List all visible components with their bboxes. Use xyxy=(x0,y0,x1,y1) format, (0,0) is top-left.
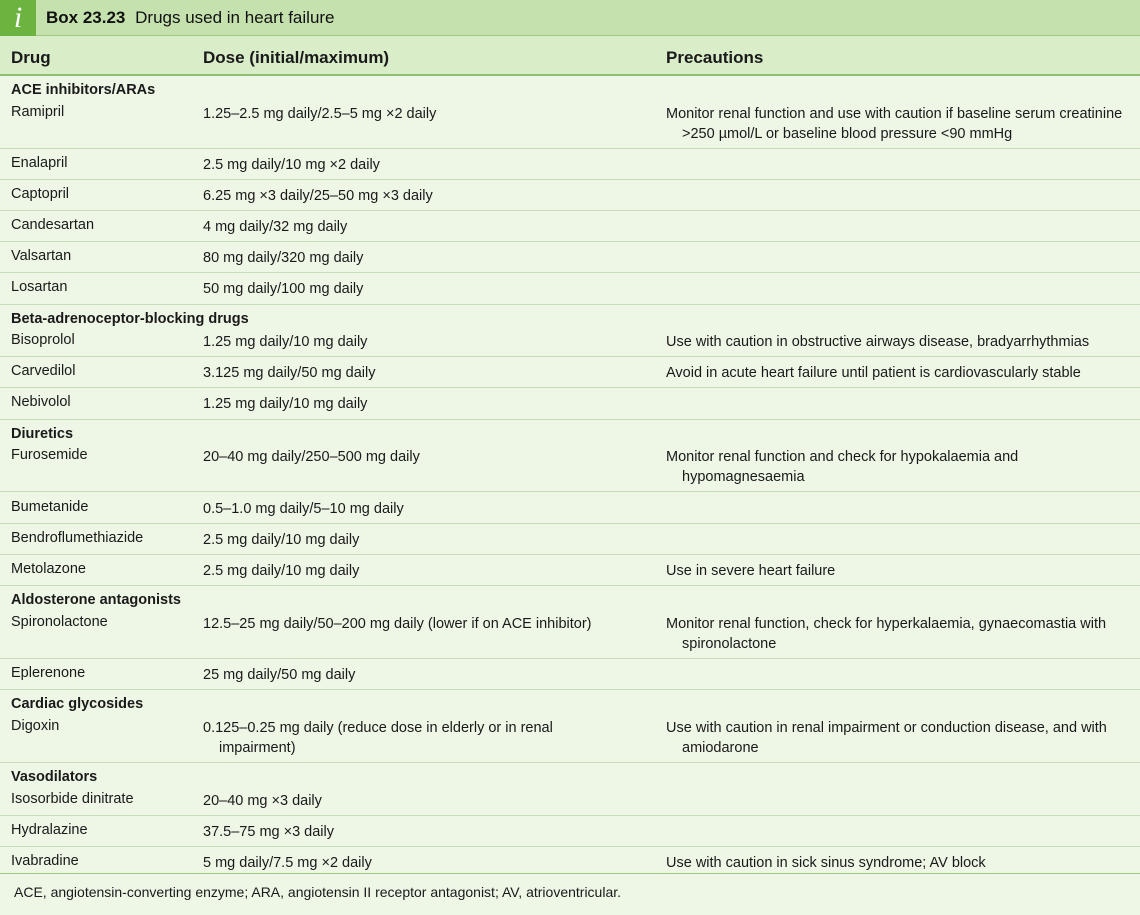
drug-name: Ivabradine xyxy=(11,853,79,869)
drug-precautions: Monitor renal function, check for hyperkalaemia, gynaecomastia with spironolactone xyxy=(666,616,1107,652)
drug-precautions: Avoid in acute heart failure until patient is cardiovascularly stable xyxy=(666,365,1081,381)
drug-name: Isosorbide dinitrate xyxy=(11,791,134,807)
drug-dose: 0.5–1.0 mg daily/5–10 mg daily xyxy=(203,501,404,517)
drug-dose: 80 mg daily/320 mg daily xyxy=(203,250,364,266)
header-drug: Drug xyxy=(11,48,51,67)
drug-dose: 50 mg daily/100 mg daily xyxy=(203,281,364,297)
drug-dose: 12.5–25 mg daily/50–200 mg daily (lower if on ACE inhibitor) xyxy=(203,616,592,632)
box-title xyxy=(46,8,335,28)
drug-dose: 5 mg daily/7.5 mg ×2 daily xyxy=(203,855,372,871)
drug-dose: 0.125–0.25 mg daily (reduce dose in elderly or in renal impairment) xyxy=(203,720,553,756)
header-dose: Dose (initial/maximum) xyxy=(203,48,390,67)
drug-dose: 4 mg daily/32 mg daily xyxy=(203,219,348,235)
drug-dose: 20–40 mg ×3 daily xyxy=(203,793,322,809)
box-title-bar xyxy=(0,0,1140,36)
category-ace: ACE inhibitors/ARAs xyxy=(11,82,156,98)
drug-dose: 1.25–2.5 mg daily/2.5–5 mg ×2 daily xyxy=(203,106,437,122)
drug-name: Spironolactone xyxy=(11,614,108,630)
table-header xyxy=(0,36,1140,76)
drug-dose: 2.5 mg daily/10 mg daily xyxy=(203,532,360,548)
drug-name: Bumetanide xyxy=(11,499,89,515)
box-footnote: ACE, angiotensin-converting enzyme; ARA, angiotensin II receptor antagonist; AV, atrioventricular. xyxy=(14,884,622,900)
box-number: Box 23.23 xyxy=(46,7,126,27)
drug-dose: 6.25 mg ×3 daily/25–50 mg ×3 daily xyxy=(203,188,433,204)
drug-name: Enalapril xyxy=(11,155,68,171)
drug-dose: 3.125 mg daily/50 mg daily xyxy=(203,365,376,381)
category-beta: Beta-adrenoceptor-blocking drugs xyxy=(11,311,249,327)
category-glycosides: Cardiac glycosides xyxy=(11,696,144,712)
drug-precautions: Use with caution in sick sinus syndrome; AV block xyxy=(666,855,986,871)
drug-precautions: Use with caution in obstructive airways disease, bradyarrhythmias xyxy=(666,334,1090,350)
drug-dose: 1.25 mg daily/10 mg daily xyxy=(203,396,368,412)
drug-dose: 2.5 mg daily/10 mg daily xyxy=(203,563,360,579)
drug-name: Bendroflumethiazide xyxy=(11,530,144,546)
header-precautions: Precautions xyxy=(666,48,764,67)
category-aldosterone: Aldosterone antagonists xyxy=(11,592,181,608)
drug-name: Metolazone xyxy=(11,561,86,577)
drug-dose: 1.25 mg daily/10 mg daily xyxy=(203,334,368,350)
info-icon: i xyxy=(0,0,36,36)
drug-name: Eplerenone xyxy=(11,665,86,681)
box-title-text: Drugs used in heart failure xyxy=(135,7,335,27)
drug-name: Furosemide xyxy=(11,447,88,463)
drug-name: Digoxin xyxy=(11,718,60,734)
drug-name: Bisoprolol xyxy=(11,332,75,348)
drug-name: Carvedilol xyxy=(11,363,76,379)
drug-dose: 25 mg daily/50 mg daily xyxy=(203,667,356,683)
drug-dose: 20–40 mg daily/250–500 mg daily xyxy=(203,449,420,465)
drug-precautions: Monitor renal function and check for hypokalaemia and hypomagnesaemia xyxy=(666,449,1019,485)
drug-name: Nebivolol xyxy=(11,394,71,410)
drug-name: Losartan xyxy=(11,279,68,295)
drug-dose: 37.5–75 mg ×3 daily xyxy=(203,824,334,840)
category-diuretics: Diuretics xyxy=(11,426,74,442)
drug-name: Valsartan xyxy=(11,248,72,264)
drug-dose: 2.5 mg daily/10 mg ×2 daily xyxy=(203,157,380,173)
drug-precautions: Monitor renal function and use with caution if baseline serum creatinine >250 µmol/L or baseline blood pressure <90 mmHg xyxy=(666,106,1123,142)
drug-name: Hydralazine xyxy=(11,822,88,838)
drug-name: Ramipril xyxy=(11,104,65,120)
drug-precautions: Use with caution in renal impairment or conduction disease, and with amiodarone xyxy=(666,720,1107,756)
drug-name: Candesartan xyxy=(11,217,95,233)
drug-name: Captopril xyxy=(11,186,70,202)
drug-precautions: Use in severe heart failure xyxy=(666,563,836,579)
category-vasodilators: Vasodilators xyxy=(11,769,98,785)
